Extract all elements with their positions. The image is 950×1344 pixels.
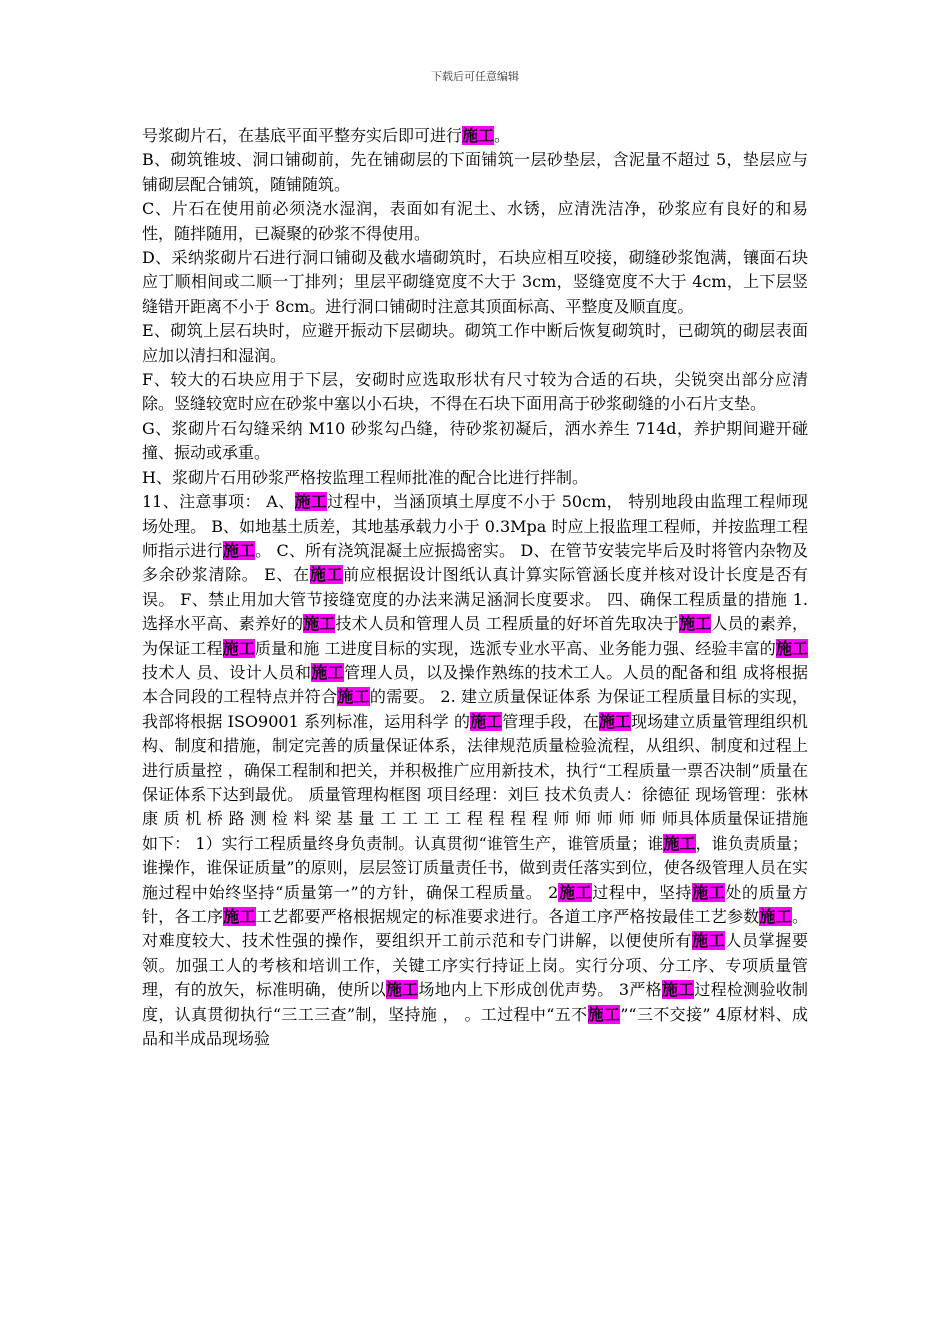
paragraph: 11、注意事项： A、施工过程中，当涵顶填土厚度不小于 50cm， 特别地段由监理工程师现场处理。 B、如地基土质差，其地基承载力小于 0.3Mpa 时应上报监理工程师，并按监理工程师指示进行施工。 C、所有浇筑混凝土应振捣密实。 D、在管节安装完毕后及时将管内杂物及多余砂浆清除。 E、在施工前应根据设计图纸认真计算实际管涵长度并核对设计长度是否有误。 F、禁止用加大管节接缝宽度的办法来满足涵洞长度要求。 四、确保工程质量的措施 1. 选择水平高、素养好的施工技术人员和管理人员 工程质量的好坏首先取决于施工人员的素养，为保证工程施工质量和施 工进度目标的实现，选派专业水平高、业务能力强、经验丰富的施工技术人 员、设计人员和施工管理人员，以及操作熟练的技术工人。人员的配备和组 成将根据本合同段的工程特点并符合施工的需要。 2. 建立质量保证体系 为保证工程质量目标的实现，我部将根据 ISO9001 系列标准，运用科学 的施工管理手段，在施工现场建立质量管理组织机构、制度和措施，制定完善的质量保证体系，法律规范质量检验流程，从组织、制度和过程上进行质量控 ，确保工程制和把关，并积极推广应用新技术，执行“工程质量一票否决制”质量在保证体系下达到最优。 质量管理构框图 项目经理：刘巨 技术负责人：徐德征 现场管理：张林康 质 机 桥 路 测 检 料 梁 基 量 工 工 工 工 程 程 程 程 师 师 师 师 师 师具体质量保证措施如下： 1）实行工程质量终身负责制。认真贯彻“谁管生产，谁管质量；谁施工，谁负责质量；谁操作，谁保证质量”的原则，层层签订质量责任书，做到责任落实到位，使各级管理人员在实施过程中始终坚持“质量第一”的方针，确保工程质量。 2施工过程中，坚持施工处的质量方针，各工序施工工艺都要严格根据规定的标准要求进行。各道工序严格按最佳工艺参数施工。对难度较大、技术性强的操作，要组织开工前示范和专门讲解，以便使所有施工人员掌握要领。加强工人的考核和培训工作，关键工序实行持证上岗。实行分项、分工序、专项质量管理，有的放矢，标准明确，使所以施工场地内上下形成创优声势。 3严格施工过程检测验收制度，认真贯彻执行“三工三查”制，坚持施 ， 。工过程中“五不施工”“三不交接” 4原材料、成品和半成品现场验: [142, 492, 808, 1049]
paragraph: G、浆砌片石勾缝采纳 M10 砂浆勾凸缝，待砂浆初凝后，洒水养生 714d，养护期间避开碰撞、振动或承重。: [142, 418, 808, 463]
paragraph: H、浆砌片石用砂浆严格按监理工程师批准的配合比进行拌制。: [142, 467, 588, 487]
highlighted-term: 施工: [222, 638, 255, 658]
highlighted-term: 施工: [691, 931, 726, 951]
highlighted-term: 施工: [663, 833, 696, 853]
highlighted-term: 施工: [470, 711, 503, 731]
highlighted-term: 施工: [303, 614, 336, 634]
highlighted-term: 施工: [598, 711, 631, 731]
highlighted-term: 施工: [337, 687, 370, 707]
paragraph: B、砌筑锥坡、洞口铺砌前，先在铺砌层的下面铺筑一层砂垫层，含泥量不超过 5，垫层应与铺砌层配合铺筑，随铺随筑。: [142, 150, 808, 194]
highlighted-term: 施工: [309, 565, 343, 585]
highlighted-term: 施工: [311, 662, 345, 682]
highlighted-term: 施工: [775, 638, 808, 658]
highlighted-term: 施工: [385, 980, 419, 1000]
highlighted-term: 施工: [661, 980, 695, 1000]
highlighted-term: 施工: [759, 907, 792, 926]
highlighted-term: 施工: [294, 492, 328, 512]
paragraph: 号浆砌片石，在基底平面平整夯实后即可进行施工。: [142, 126, 511, 145]
highlighted-term: 施工: [558, 882, 593, 902]
paragraph: E、砌筑上层石块时，应避开振动下层砌块。砌筑工作中断后恢复砌筑时，已砌筑的砌层表面应加以清扫和湿润。: [142, 321, 808, 365]
highlighted-term: 施工: [679, 614, 712, 634]
highlighted-term: 施工: [223, 907, 256, 926]
page-header: 下载后可任意编辑: [431, 70, 519, 83]
paragraph: C、片石在使用前必须浇水湿润，表面如有泥土、水锈，应清洗洁净，砂浆应有良好的和易性，随拌随用，已凝聚的砂浆不得使用。: [142, 199, 808, 243]
highlighted-term: 施工: [587, 1004, 621, 1024]
paragraph: F、较大的石块应用于下层，安砌时应选取形状有尺寸较为合适的石块，尖锐突出部分应清除。竖缝较宽时应在砂浆中塞以小石块，不得在石块下面用高于砂浆砌缝的小石片支垫。: [142, 370, 808, 414]
highlighted-term: 施工: [462, 126, 495, 145]
document-body: [142, 124, 808, 1051]
highlighted-term: 施工: [222, 540, 256, 560]
paragraph: D、采纳浆砌片石进行洞口铺砌及截水墙砌筑时，石块应相互咬接，砌缝砂浆饱满，镶面石块应丁顺相间或二顺一丁排列；里层平砌缝宽度不大于 3cm，竖缝宽度不大于 4cm，上下层竖缝错开距离不小于 8cm。进行洞口铺砌时注意其顶面标高、平整度及顺直度。: [142, 248, 808, 316]
highlighted-term: 施工: [692, 882, 726, 902]
